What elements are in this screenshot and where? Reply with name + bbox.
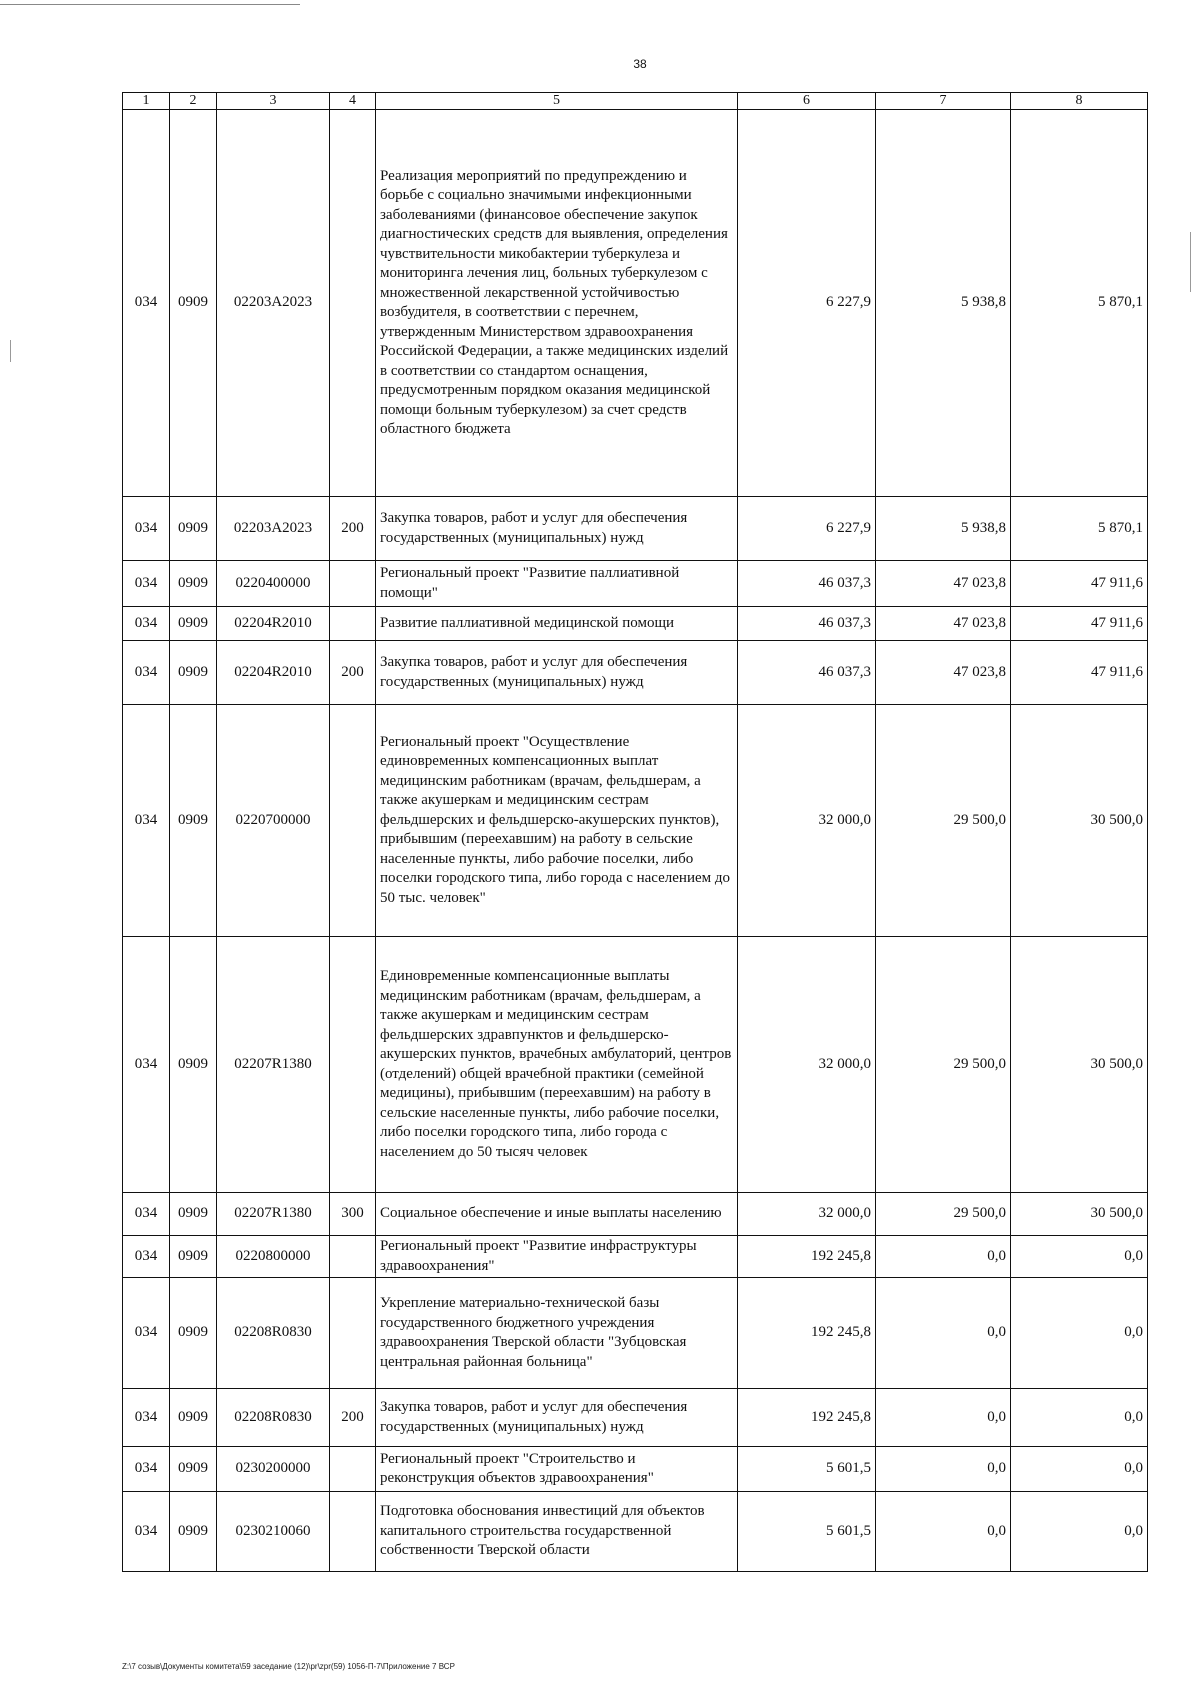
cell-amount-1: 32 000,0: [738, 1193, 876, 1236]
cell-description: Закупка товаров, работ и услуг для обеспечения государственных (муниципальных) нужд: [376, 497, 738, 561]
cell-target-code: 0230210060: [217, 1492, 330, 1572]
cell-section: 0909: [170, 1492, 217, 1572]
cell-admin: 034: [123, 1447, 170, 1492]
footer-file-path: Z:\7 созыв\Документы комитета\59 заседание (12)\pr\zpr(59) 1056-П-7\Приложение 7 ВСР: [122, 1662, 455, 1671]
cell-expense-type: [330, 1236, 376, 1278]
table-row: [123, 1236, 1148, 1278]
cell-admin: 034: [123, 1278, 170, 1389]
cell-amount-1: 32 000,0: [738, 705, 876, 937]
cell-target-code: 02208R0830: [217, 1389, 330, 1447]
cell-amount-2: 0,0: [876, 1447, 1011, 1492]
cell-amount-2: 5 938,8: [876, 110, 1011, 497]
cell-admin: 034: [123, 497, 170, 561]
cell-section: 0909: [170, 641, 217, 705]
cell-admin: 034: [123, 1389, 170, 1447]
top-rule: [0, 4, 300, 5]
cell-section: 0909: [170, 705, 217, 937]
cell-amount-2: 0,0: [876, 1492, 1011, 1572]
cell-description: Реализация мероприятий по предупреждению и борьбе с социально значимыми инфекционными заболеваниями (финансовое обеспечение закупок диагностических средств для выявления, определения чувствительности микобактерии туберкулеза и мониторинга лечения лиц, больных туберкулезом с множественной лекарственной устойчивостью возбудителя, в соответствии с перечнем, утвержденным Министерством здравоохранения Российской Федерации, а также медицинских изделий в соответствии со стандартом оснащения, предусмотренным порядком оказания медицинской помощи больным туберкулезом) за счет средств областного бюджета: [376, 110, 738, 497]
cell-section: 0909: [170, 1447, 217, 1492]
cell-section: 0909: [170, 1236, 217, 1278]
cell-amount-1: 5 601,5: [738, 1447, 876, 1492]
cell-target-code: 02204R2010: [217, 607, 330, 641]
cell-expense-type: 200: [330, 1389, 376, 1447]
cell-expense-type: 300: [330, 1193, 376, 1236]
cell-description: Региональный проект "Осуществление единовременных компенсационных выплат медицинским работникам (врачам, фельдшерам, а также акушеркам и медицинским сестрам фельдшерских и фельдшерско-акушерских пунктов), прибывшим (переехавшим) на работу в сельские населенные пункты, либо рабочие поселки, либо поселки городского типа, либо города с населением до 50 тыс. человек": [376, 705, 738, 937]
table-row: [123, 561, 1148, 607]
cell-section: 0909: [170, 497, 217, 561]
cell-admin: 034: [123, 1236, 170, 1278]
cell-expense-type: 200: [330, 641, 376, 705]
cell-admin: 034: [123, 607, 170, 641]
cell-description: Региональный проект "Развитие паллиативной помощи": [376, 561, 738, 607]
cell-admin: 034: [123, 705, 170, 937]
column-header: 8: [1011, 93, 1148, 110]
cell-target-code: 02207R1380: [217, 937, 330, 1193]
table-row: [123, 1193, 1148, 1236]
header-row: [123, 93, 1148, 110]
cell-target-code: 02203A2023: [217, 110, 330, 497]
table-row: [123, 1492, 1148, 1572]
cell-expense-type: [330, 110, 376, 497]
table-row: [123, 641, 1148, 705]
page-number: 38: [633, 57, 647, 71]
table-row: [123, 497, 1148, 561]
cell-section: 0909: [170, 1278, 217, 1389]
cell-expense-type: [330, 705, 376, 937]
cell-amount-2: 47 023,8: [876, 607, 1011, 641]
cell-target-code: 02203A2023: [217, 497, 330, 561]
cell-section: 0909: [170, 110, 217, 497]
column-header: 1: [123, 93, 170, 110]
cell-amount-1: 46 037,3: [738, 641, 876, 705]
table-row: [123, 1278, 1148, 1389]
cell-amount-3: 0,0: [1011, 1278, 1148, 1389]
cell-amount-3: 30 500,0: [1011, 1193, 1148, 1236]
table-row: [123, 110, 1148, 497]
cell-target-code: 0230200000: [217, 1447, 330, 1492]
cell-amount-2: 5 938,8: [876, 497, 1011, 561]
cell-description: Подготовка обоснования инвестиций для объектов капитального строительства государственной собственности Тверской области: [376, 1492, 738, 1572]
column-header: 3: [217, 93, 330, 110]
cell-expense-type: [330, 1278, 376, 1389]
cell-description: Закупка товаров, работ и услуг для обеспечения государственных (муниципальных) нужд: [376, 1389, 738, 1447]
table-row: [123, 705, 1148, 937]
cell-target-code: 02204R2010: [217, 641, 330, 705]
cell-target-code: 02208R0830: [217, 1278, 330, 1389]
cell-section: 0909: [170, 1389, 217, 1447]
cell-expense-type: [330, 937, 376, 1193]
cell-amount-3: 30 500,0: [1011, 937, 1148, 1193]
cell-admin: 034: [123, 641, 170, 705]
column-header: 2: [170, 93, 217, 110]
cell-description: Социальное обеспечение и иные выплаты населению: [376, 1193, 738, 1236]
cell-amount-2: 29 500,0: [876, 705, 1011, 937]
cell-target-code: 02207R1380: [217, 1193, 330, 1236]
cell-amount-2: 0,0: [876, 1278, 1011, 1389]
cell-expense-type: [330, 561, 376, 607]
cell-amount-1: 6 227,9: [738, 497, 876, 561]
column-header: 6: [738, 93, 876, 110]
cell-amount-3: 47 911,6: [1011, 561, 1148, 607]
cell-amount-3: 0,0: [1011, 1389, 1148, 1447]
cell-description: Региональный проект "Строительство и реконструкция объектов здравоохранения": [376, 1447, 738, 1492]
scan-mark: [1190, 232, 1191, 292]
cell-amount-1: 192 245,8: [738, 1389, 876, 1447]
cell-section: 0909: [170, 607, 217, 641]
cell-description: Региональный проект "Развитие инфраструктуры здравоохранения": [376, 1236, 738, 1278]
table-row: [123, 937, 1148, 1193]
cell-section: 0909: [170, 561, 217, 607]
cell-admin: 034: [123, 1193, 170, 1236]
cell-description: Закупка товаров, работ и услуг для обеспечения государственных (муниципальных) нужд: [376, 641, 738, 705]
cell-amount-2: 0,0: [876, 1236, 1011, 1278]
cell-amount-1: 192 245,8: [738, 1278, 876, 1389]
cell-description: Укрепление материально-технической базы государственного бюджетного учреждения здравоохранения Тверской области "Зубцовская центральная районная больница": [376, 1278, 738, 1389]
column-header: 7: [876, 93, 1011, 110]
table-row: [123, 1389, 1148, 1447]
cell-target-code: 0220800000: [217, 1236, 330, 1278]
cell-admin: 034: [123, 1492, 170, 1572]
table-row: [123, 607, 1148, 641]
cell-description: Единовременные компенсационные выплаты медицинским работникам (врачам, фельдшерам, а также акушеркам и медицинским сестрам фельдшерских здравпунктов и фельдшерско-акушерских пунктов, врачебных амбулаторий, центров (отделений) общей врачебной практики (семейной медицины), прибывшим (переехавшим) на работу в сельские населенные пункты, либо рабочие поселки, либо поселки городского типа, либо города с населением до 50 тысяч человек: [376, 937, 738, 1193]
cell-admin: 034: [123, 561, 170, 607]
cell-amount-3: 5 870,1: [1011, 110, 1148, 497]
cell-amount-1: 5 601,5: [738, 1492, 876, 1572]
cell-expense-type: [330, 1447, 376, 1492]
cell-amount-1: 46 037,3: [738, 607, 876, 641]
cell-admin: 034: [123, 110, 170, 497]
cell-expense-type: [330, 607, 376, 641]
cell-amount-3: 47 911,6: [1011, 607, 1148, 641]
scan-mark: [10, 340, 11, 362]
cell-amount-3: 47 911,6: [1011, 641, 1148, 705]
cell-amount-2: 29 500,0: [876, 937, 1011, 1193]
cell-target-code: 0220400000: [217, 561, 330, 607]
cell-amount-2: 47 023,8: [876, 561, 1011, 607]
cell-amount-3: 30 500,0: [1011, 705, 1148, 937]
cell-amount-1: 6 227,9: [738, 110, 876, 497]
cell-amount-3: 5 870,1: [1011, 497, 1148, 561]
cell-amount-3: 0,0: [1011, 1447, 1148, 1492]
cell-amount-2: 47 023,8: [876, 641, 1011, 705]
cell-amount-1: 192 245,8: [738, 1236, 876, 1278]
cell-section: 0909: [170, 1193, 217, 1236]
cell-amount-2: 0,0: [876, 1389, 1011, 1447]
table-row: [123, 1447, 1148, 1492]
cell-amount-3: 0,0: [1011, 1492, 1148, 1572]
cell-amount-1: 32 000,0: [738, 937, 876, 1193]
cell-amount-1: 46 037,3: [738, 561, 876, 607]
column-header: 5: [376, 93, 738, 110]
cell-description: Развитие паллиативной медицинской помощи: [376, 607, 738, 641]
cell-amount-3: 0,0: [1011, 1236, 1148, 1278]
cell-expense-type: 200: [330, 497, 376, 561]
budget-table: [122, 92, 1148, 1572]
cell-amount-2: 29 500,0: [876, 1193, 1011, 1236]
cell-section: 0909: [170, 937, 217, 1193]
column-header: 4: [330, 93, 376, 110]
cell-expense-type: [330, 1492, 376, 1572]
cell-admin: 034: [123, 937, 170, 1193]
cell-target-code: 0220700000: [217, 705, 330, 937]
